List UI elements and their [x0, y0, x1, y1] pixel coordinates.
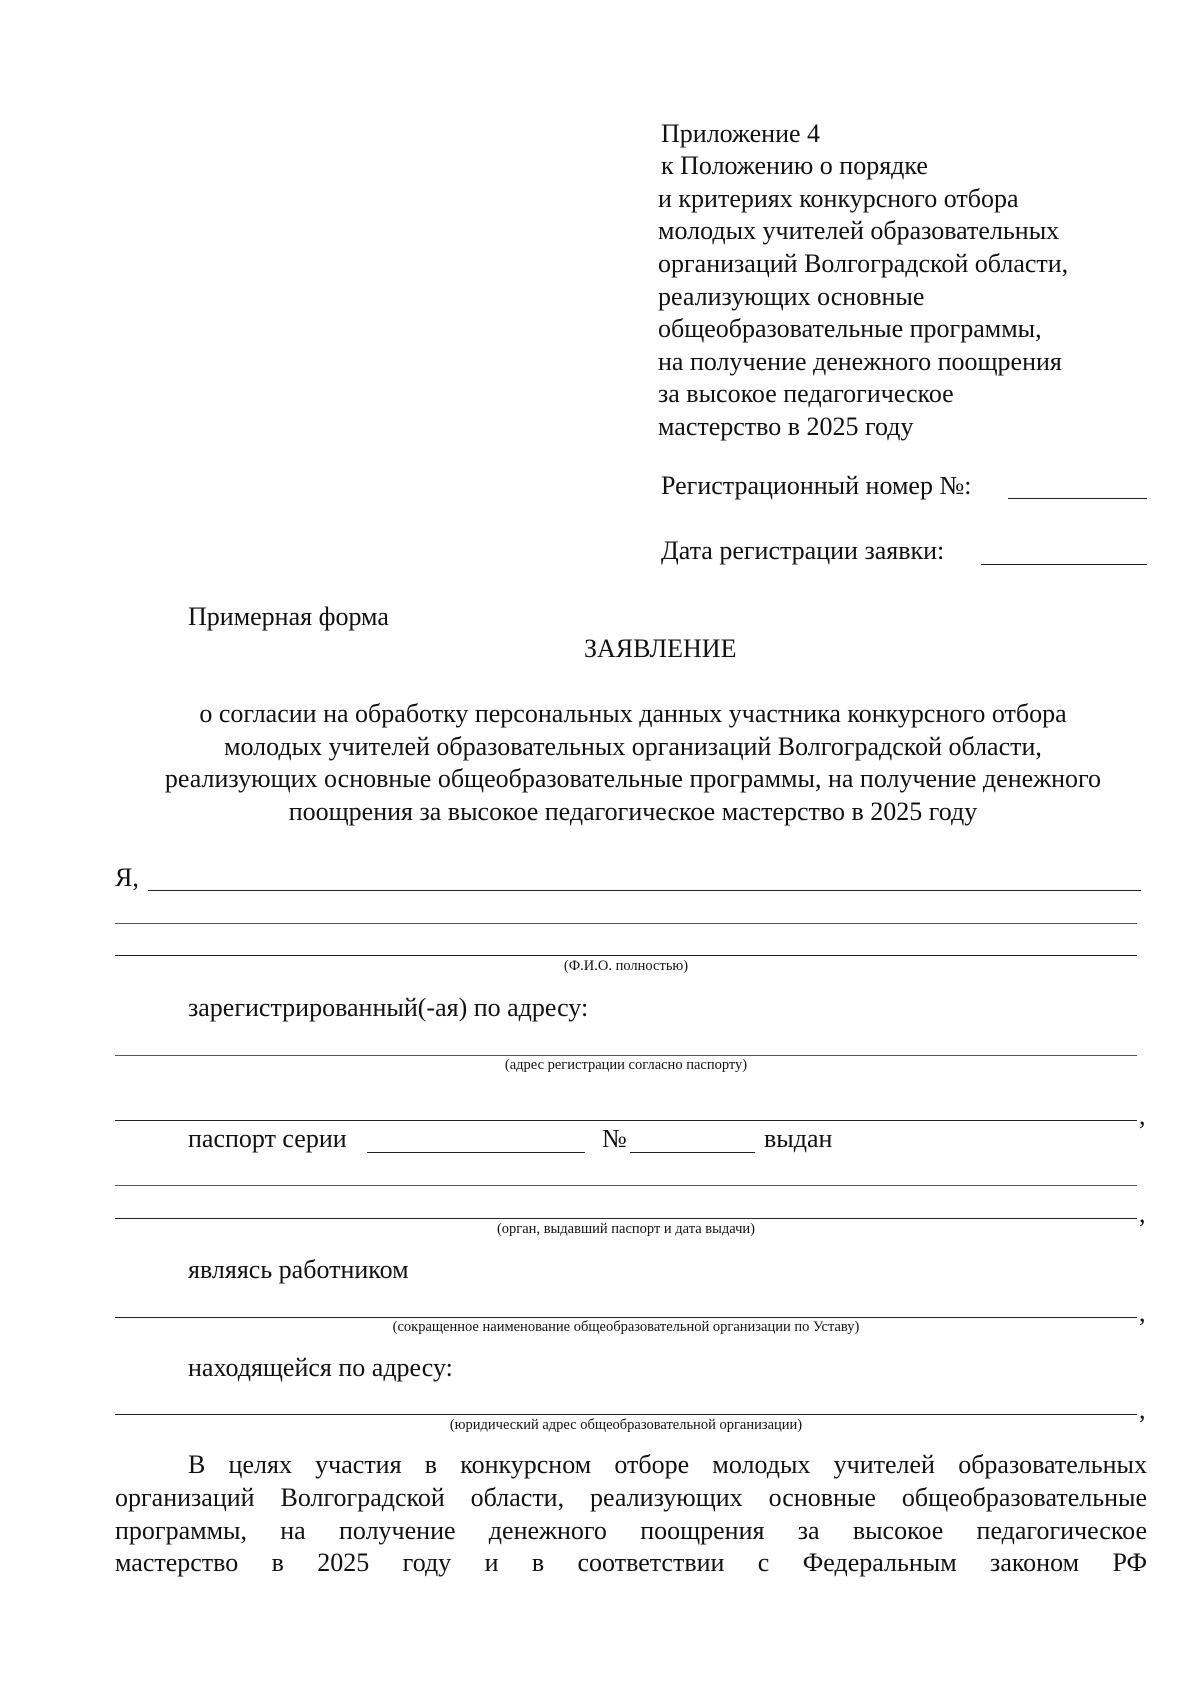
registration-date-label: Дата регистрации заявки:: [661, 536, 945, 565]
appendix-line: организаций Волгоградской области,: [658, 249, 1069, 278]
fio-field-line-3[interactable]: [115, 955, 1137, 956]
appendix-line: реализующих основные: [658, 282, 925, 311]
body-line: организаций Волгоградской области, реализующих основные общеобразовательные: [115, 1483, 1147, 1512]
registered-label: зарегистрированный(-ая) по адресу:: [188, 993, 589, 1022]
appendix-line: общеобразовательные программы,: [658, 314, 1042, 343]
appendix-line: мастерство в 2025 году: [658, 412, 914, 441]
comma: ,: [1139, 1395, 1146, 1424]
registration-number-field[interactable]: [1008, 498, 1147, 499]
appendix-line: на получение денежного поощрения: [658, 347, 1062, 376]
body-line: мастерство в 2025 году и в соответствии с Федеральным законом РФ: [115, 1548, 1147, 1577]
fio-field-line-2[interactable]: [115, 923, 1137, 924]
issuer-caption: (орган, выдавший паспорт и дата выдачи): [496, 1221, 756, 1237]
registration-date-field[interactable]: [981, 564, 1147, 565]
appendix-line: Приложение 4: [661, 119, 821, 148]
number-sign: №: [602, 1124, 627, 1153]
appendix-line: и критериях конкурсного отбора: [658, 184, 1019, 213]
subtitle-line: поощрения за высокое педагогическое мастерство в 2025 году: [288, 797, 978, 826]
issued-label: выдан: [764, 1124, 833, 1153]
legal-address-field[interactable]: [115, 1414, 1137, 1415]
subtitle-line: реализующих основные общеобразовательные программы, на получение денежного: [164, 764, 1102, 793]
issuer-field-line-2[interactable]: [115, 1218, 1137, 1219]
body-line: программы, на получение денежного поощрения за высокое педагогическое: [115, 1516, 1147, 1545]
legal-address-caption: (юридический адрес общеобразовательной организации): [449, 1417, 803, 1433]
address-caption: (адрес регистрации согласно паспорту): [504, 1057, 748, 1073]
document-title: ЗАЯВЛЕНИЕ: [584, 634, 737, 663]
comma: ,: [1139, 1199, 1146, 1228]
issuer-field-line-1[interactable]: [115, 1185, 1137, 1186]
passport-label: паспорт серии: [188, 1124, 347, 1153]
comma: ,: [1139, 1298, 1146, 1327]
subtitle-line: молодых учителей образовательных организаций Волгоградской области,: [224, 732, 1042, 761]
appendix-line: за высокое педагогическое: [658, 379, 954, 408]
comma: ,: [1139, 1101, 1146, 1130]
registration-number-label: Регистрационный номер №:: [661, 471, 972, 500]
appendix-line: молодых учителей образовательных: [658, 216, 1060, 245]
employee-label: являясь работником: [188, 1255, 409, 1284]
fio-caption: (Ф.И.О. полностью): [563, 958, 689, 974]
body-line: В целях участия в конкурсном отборе молодых учителей образовательных: [188, 1450, 1147, 1479]
org-name-field[interactable]: [115, 1317, 1137, 1318]
fio-field-line-1[interactable]: [148, 890, 1141, 891]
passport-series-field[interactable]: [367, 1152, 585, 1153]
form-label: Примерная форма: [188, 602, 389, 631]
address-field-line-1[interactable]: [115, 1055, 1137, 1056]
i-label: Я,: [115, 863, 139, 892]
org-caption: (сокращенное наименование общеобразовательной организации по Уставу): [392, 1319, 860, 1335]
passport-number-field[interactable]: [630, 1152, 755, 1153]
address-field-line-2[interactable]: [115, 1120, 1137, 1121]
subtitle-line: о согласии на обработку персональных данных участника конкурсного отбора: [199, 699, 1067, 728]
appendix-line: к Положению о порядке: [661, 151, 928, 180]
located-label: находящейся по адресу:: [188, 1353, 453, 1382]
